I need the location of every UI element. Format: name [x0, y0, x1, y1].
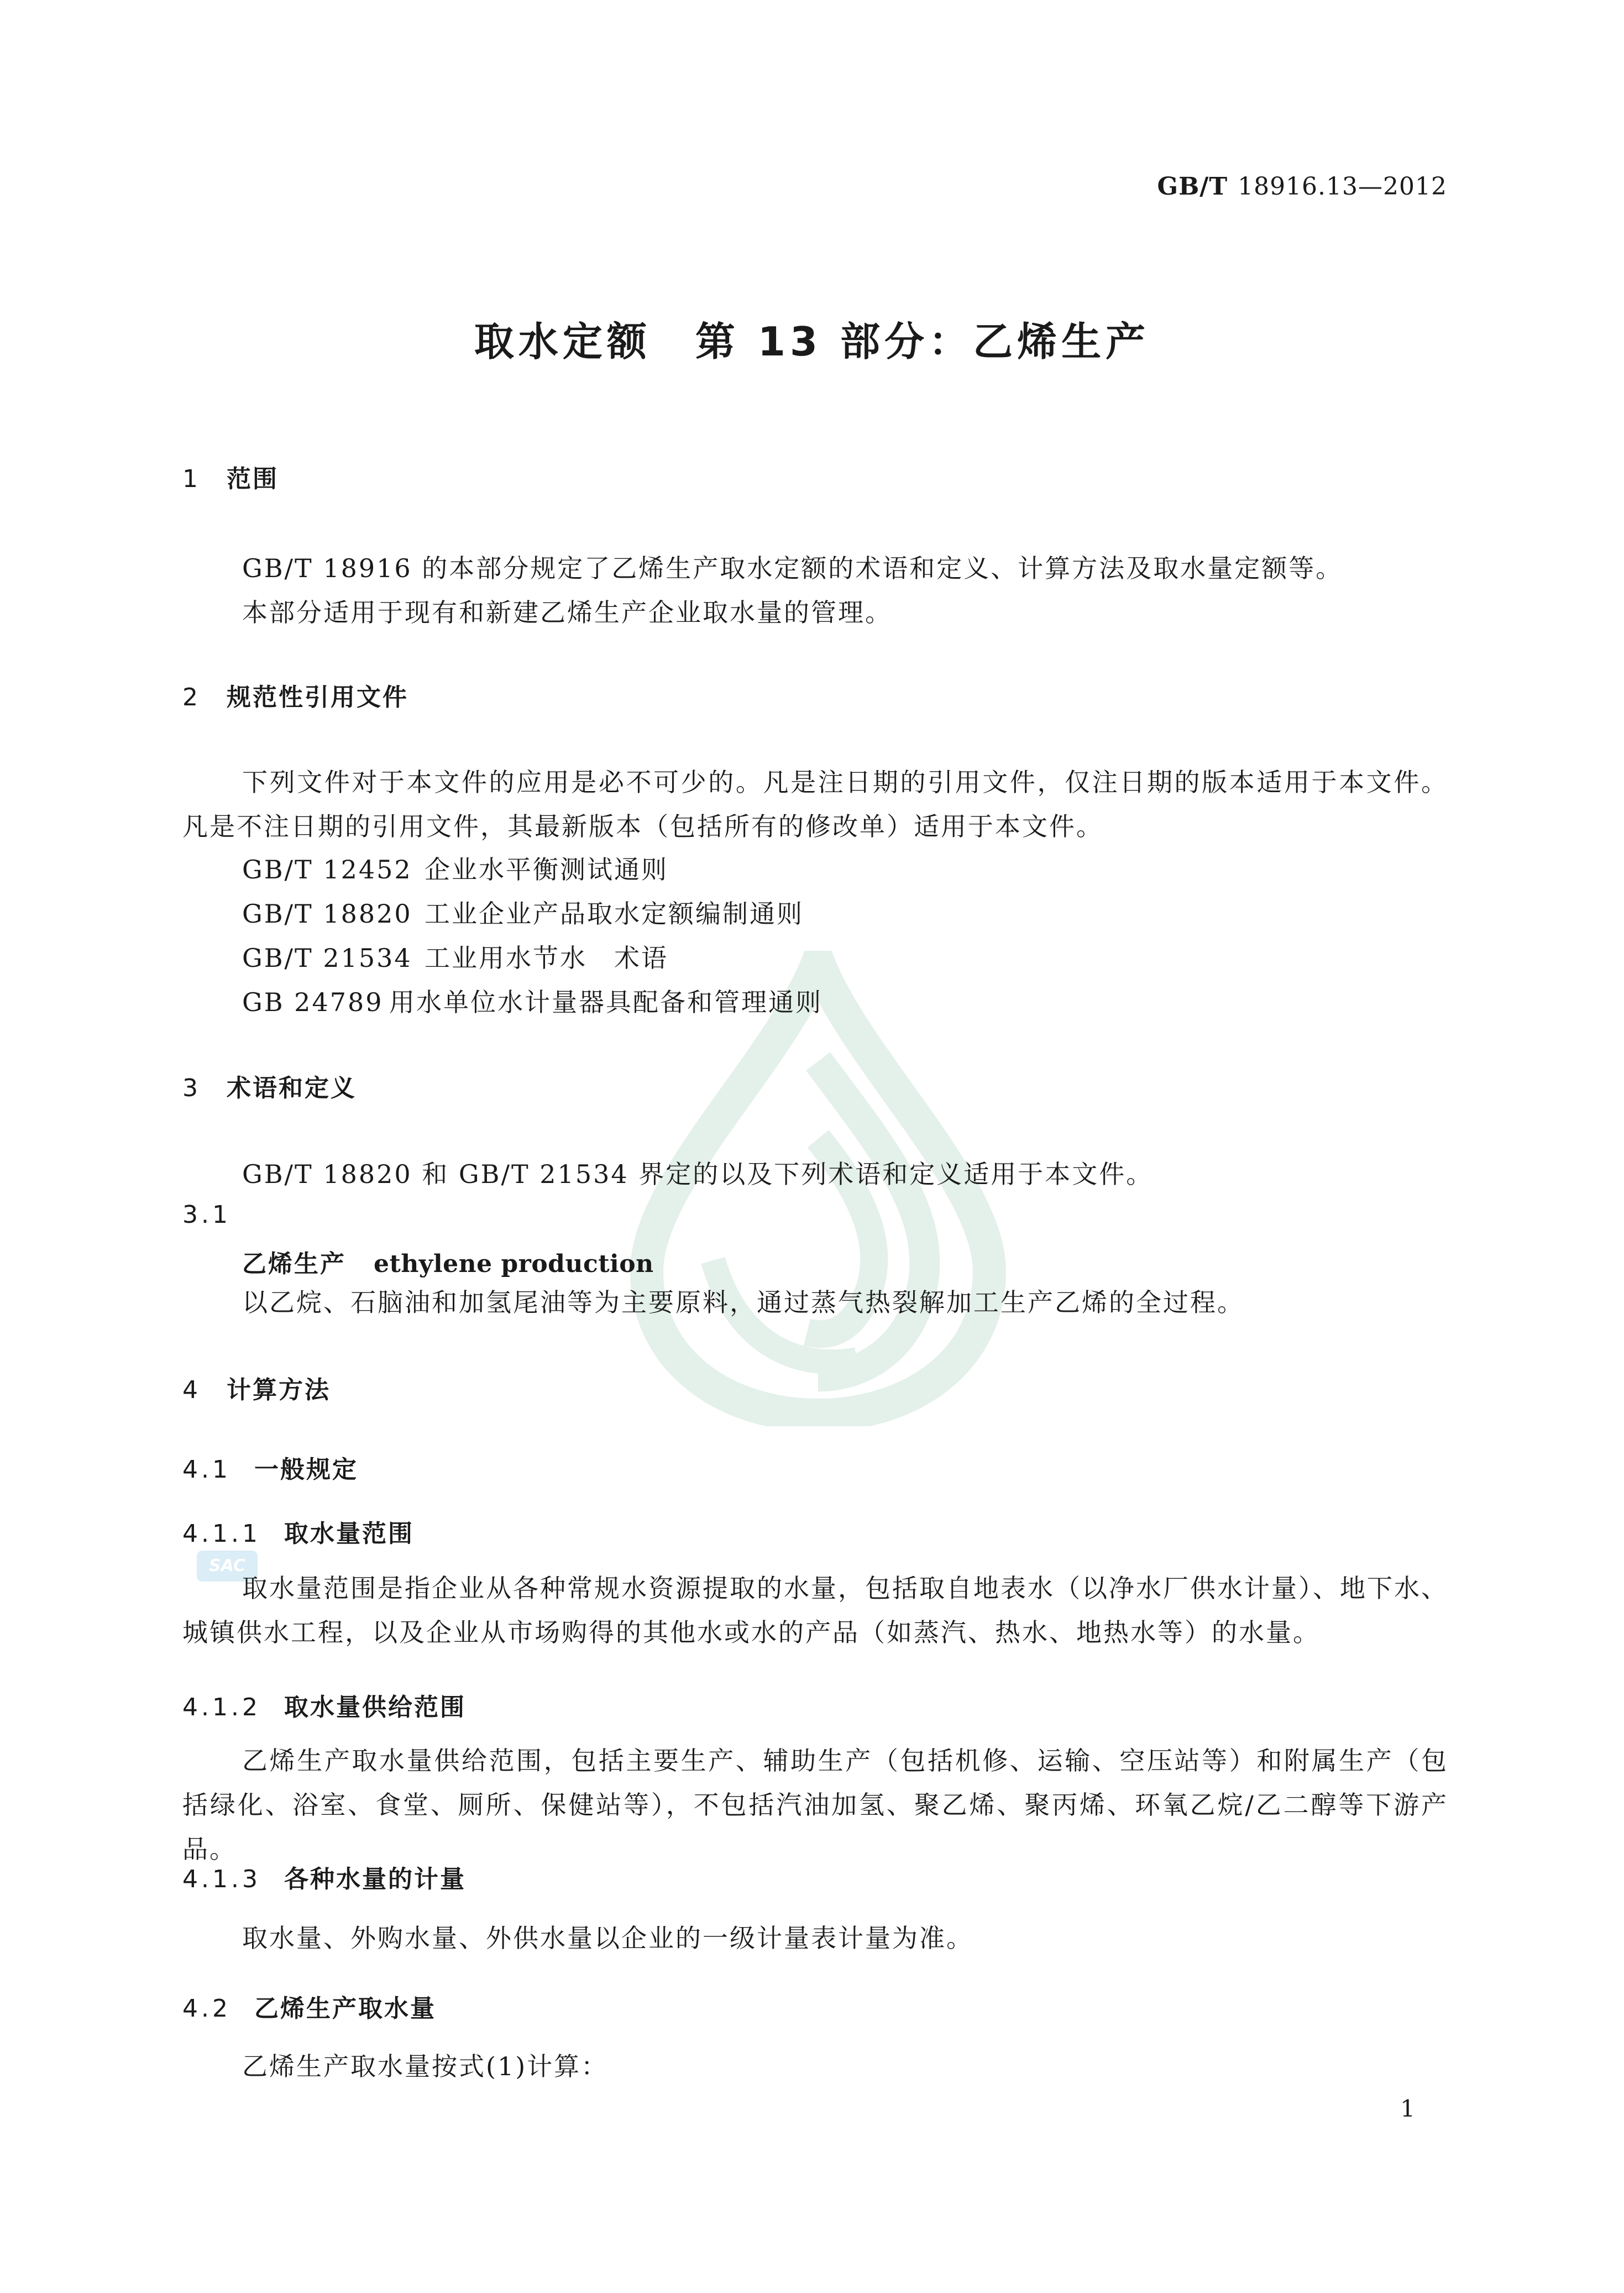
section-number: 2 [182, 683, 201, 711]
section-number: 4.1.2 [182, 1693, 261, 1721]
section-title: 取水量范围 [284, 1520, 414, 1548]
section-4-1-3-paragraph: 取水量、外购水量、外供水量以企业的一级计量表计量为准。 [242, 1923, 973, 1953]
section-4-2-heading [182, 1988, 436, 2024]
reference-item [242, 894, 804, 930]
section-4-1-2-heading [182, 1687, 466, 1723]
section-number: 4.1.3 [182, 1865, 261, 1893]
section-number: 4.1 [182, 1456, 231, 1484]
reference-code: GB/T 18820 [242, 899, 412, 929]
reference-code: GB/T 12452 [242, 855, 412, 884]
reference-title: 用水单位水计量器具配备和管理通则 [389, 987, 823, 1017]
term-chinese: 乙烯生产 [242, 1250, 346, 1278]
section-number: 4 [182, 1376, 201, 1404]
section-4-1-1-paragraph: 取水量范围是指企业从各种常规水资源提取的水量，包括取自地表水（以净水厂供水计量）、地下水、城镇供水工程，以及企业从市场购得的其他水或水的产品（如蒸汽、热水、地热水等）的水量。 [182, 1573, 1448, 1647]
section-3-paragraph-1: GB/T 18820 和 GB/T 21534 界定的以及下列术语和定义适用于本文件。 [242, 1159, 1154, 1189]
reference-title: 工业用水节水 术语 [425, 943, 668, 973]
section-title: 取水量供给范围 [284, 1693, 466, 1721]
section-number: 3 [182, 1074, 201, 1102]
section-4-2-paragraph: 乙烯生产取水量按式(1)计算： [242, 2051, 609, 2081]
section-title: 范围 [227, 465, 279, 493]
clause-number: 3.1 [182, 1201, 231, 1229]
section-4-1-heading [182, 1449, 358, 1485]
section-title: 术语和定义 [227, 1074, 357, 1102]
section-title: 一般规定 [254, 1456, 358, 1484]
section-number: 1 [182, 465, 201, 493]
section-number: 4.2 [182, 1994, 231, 2023]
reference-title: 工业企业产品取水定额编制通则 [425, 899, 804, 929]
standard-prefix: GB/T [1157, 172, 1228, 201]
section-title: 规范性引用文件 [227, 683, 408, 711]
section-4-heading [182, 1370, 331, 1405]
section-number: 4.1.1 [182, 1520, 261, 1548]
page-number: 1 [1400, 2095, 1415, 2122]
section-4-1-2-paragraph: 乙烯生产取水量供给范围，包括主要生产、辅助生产（包括机修、运输、空压站等）和附属生产（包括绿化、浴室、食堂、厕所、保健站等），不包括汽油加氢、聚乙烯、聚丙烯、环氧乙烷/乙二醇等下游产品。 [182, 1746, 1448, 1864]
reference-title: 企业水平衡测试通则 [425, 855, 668, 884]
standard-code: 18916.13—2012 [1238, 172, 1447, 201]
term-english: ethylene production [374, 1250, 654, 1278]
section-4-1-3-heading [182, 1859, 466, 1894]
clause-3-1-number [182, 1201, 231, 1229]
section-title: 计算方法 [227, 1376, 331, 1404]
section-title: 各种水量的计量 [284, 1865, 466, 1893]
section-1-paragraph-2: 本部分适用于现有和新建乙烯生产企业取水量的管理。 [242, 598, 892, 627]
document-title: 取水定额 第 13 部分：乙烯生产 [474, 318, 1150, 365]
section-1-paragraph-1: GB/T 18916 的本部分规定了乙烯生产取水定额的术语和定义、计算方法及取水量定额等。 [242, 553, 1343, 583]
section-4-1-1-heading [182, 1514, 414, 1549]
term-entry [242, 1244, 654, 1279]
reference-code: GB 24789 [242, 987, 384, 1017]
reference-code: GB/T 21534 [242, 943, 412, 973]
section-1-heading [182, 459, 279, 494]
section-2-heading [182, 677, 408, 713]
sac-stamp: SAC [197, 1551, 258, 1582]
section-2-intro: 下列文件对于本文件的应用是必不可少的。凡是注日期的引用文件，仅注日期的版本适用于本文件。凡是不注日期的引用文件，其最新版本（包括所有的修改单）适用于本文件。 [182, 767, 1448, 841]
standard-number [1157, 172, 1448, 201]
term-definition: 以乙烷、石脑油和加氢尾油等为主要原料，通过蒸气热裂解加工生产乙烯的全过程。 [242, 1287, 1244, 1317]
reference-item [242, 938, 668, 975]
section-3-heading [182, 1068, 357, 1103]
reference-item [242, 850, 668, 886]
section-title: 乙烯生产取水量 [254, 1994, 436, 2023]
reference-item [242, 982, 823, 1019]
